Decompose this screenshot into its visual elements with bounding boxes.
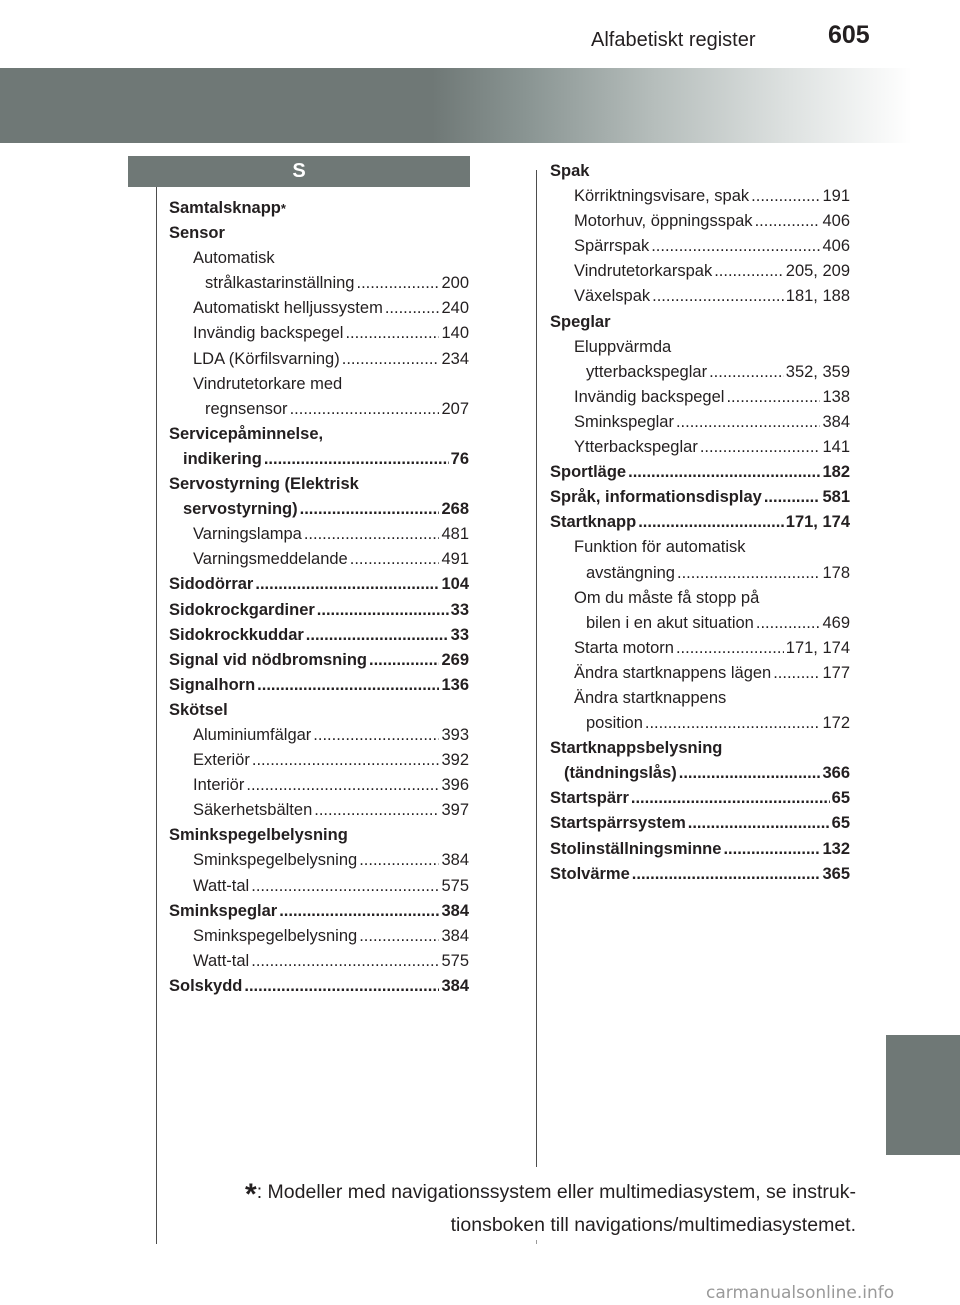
index-entry-page: 384 bbox=[822, 412, 850, 431]
dot-leader bbox=[652, 284, 784, 309]
index-entry-page: 396 bbox=[441, 776, 469, 795]
index-entry bbox=[169, 949, 469, 974]
footnote bbox=[196, 1177, 856, 1240]
index-entry-label: Sidokrockgardiner bbox=[169, 600, 315, 619]
index-entry bbox=[169, 522, 469, 547]
index-entry bbox=[169, 673, 469, 698]
index-entry bbox=[169, 347, 469, 372]
index-entry-label: servostyrning) bbox=[183, 500, 298, 519]
index-entry-page: 384 bbox=[441, 976, 469, 995]
index-entry bbox=[550, 159, 850, 184]
dot-leader bbox=[385, 296, 440, 321]
footnote-line-1 bbox=[196, 1177, 856, 1210]
index-entry bbox=[169, 924, 469, 949]
index-entry-label: Automatisk bbox=[193, 249, 275, 268]
left-column-rule bbox=[156, 187, 157, 1244]
index-entry bbox=[169, 874, 469, 899]
dot-leader bbox=[628, 460, 820, 485]
index-entry-page: 182 bbox=[822, 463, 850, 482]
index-entry-label: Speglar bbox=[550, 312, 611, 331]
index-entry bbox=[169, 823, 469, 848]
index-entry-page: 191 bbox=[822, 187, 850, 206]
index-entry bbox=[169, 271, 469, 296]
index-entry bbox=[550, 736, 850, 761]
index-entry-label: Startspärr bbox=[550, 789, 629, 808]
index-entry-label: Sminkspegelbelysning bbox=[193, 926, 358, 945]
index-entry bbox=[550, 435, 850, 460]
index-entry bbox=[169, 773, 469, 798]
index-entry bbox=[169, 422, 469, 447]
index-entry-label: Funktion för automatisk bbox=[574, 538, 746, 557]
index-entry-page: 104 bbox=[441, 575, 469, 594]
index-entry-label: Körriktningsvisare, spak bbox=[574, 187, 750, 206]
index-entry bbox=[550, 284, 850, 309]
index-entry-label: Säkerhetsbälten bbox=[193, 801, 313, 820]
index-entry bbox=[550, 711, 850, 736]
dot-leader bbox=[313, 723, 439, 748]
header-banner bbox=[0, 68, 960, 143]
index-entry-label: Stolvärme bbox=[550, 864, 630, 883]
index-entry-page: 469 bbox=[822, 613, 850, 632]
index-entry-page: 141 bbox=[822, 438, 850, 457]
dot-leader bbox=[773, 661, 820, 686]
dot-leader bbox=[645, 711, 821, 736]
index-entry bbox=[550, 586, 850, 611]
index-entry-page: 171, 174 bbox=[785, 638, 850, 657]
dot-leader bbox=[714, 259, 784, 284]
index-entry-page: 384 bbox=[441, 851, 469, 870]
index-entry bbox=[550, 686, 850, 711]
index-entry bbox=[169, 246, 469, 271]
dot-leader bbox=[688, 811, 830, 836]
index-entry-label: Sminkspegelbelysning bbox=[193, 851, 358, 870]
index-entry bbox=[550, 561, 850, 586]
index-entry bbox=[169, 848, 469, 873]
dot-leader bbox=[314, 798, 439, 823]
index-entry-page: 240 bbox=[441, 299, 469, 318]
dot-leader bbox=[679, 761, 821, 786]
index-column-left bbox=[169, 196, 469, 999]
index-entry bbox=[550, 410, 850, 435]
index-entry-label: Ändra startknappens bbox=[574, 688, 727, 707]
index-entry-label: Eluppvärmda bbox=[574, 337, 672, 356]
dot-leader bbox=[756, 611, 821, 636]
index-letter-tab: S bbox=[128, 156, 470, 187]
index-entry-label: LDA (Körfilsvarning) bbox=[193, 349, 340, 368]
index-entry-label: Startknapp bbox=[550, 513, 637, 532]
index-entry-label: Startknappsbelysning bbox=[550, 739, 723, 758]
index-entry-page: 172 bbox=[822, 714, 850, 733]
dot-leader bbox=[632, 862, 821, 887]
index-entry bbox=[550, 234, 850, 259]
index-entry bbox=[550, 510, 850, 535]
index-entry-label: Invändig backspegel bbox=[193, 324, 344, 343]
index-entry-label: strålkastarinställning bbox=[205, 274, 355, 293]
index-entry-page: 207 bbox=[441, 399, 469, 418]
index-entry-label: Aluminiumfälgar bbox=[193, 725, 312, 744]
index-entry-page: 575 bbox=[441, 951, 469, 970]
index-entry-label: avstängning bbox=[586, 563, 675, 582]
index-entry-page: 406 bbox=[822, 212, 850, 231]
index-entry bbox=[169, 598, 469, 623]
index-entry-page: 132 bbox=[822, 839, 850, 858]
index-entry bbox=[550, 360, 850, 385]
index-entry-label: regnsensor bbox=[205, 399, 288, 418]
index-entry-page: 76 bbox=[450, 449, 469, 468]
index-entry bbox=[169, 623, 469, 648]
index-entry bbox=[169, 497, 469, 522]
index-entry bbox=[169, 572, 469, 597]
dot-leader bbox=[306, 623, 449, 648]
index-entry-label: Servostyrning (Elektrisk bbox=[169, 475, 359, 494]
dot-leader bbox=[246, 773, 439, 798]
index-entry-label: bilen i en akut situation bbox=[586, 613, 754, 632]
index-entry-page: 481 bbox=[441, 525, 469, 544]
dot-leader bbox=[317, 598, 449, 623]
dot-leader bbox=[359, 924, 439, 949]
index-entry bbox=[169, 899, 469, 924]
index-entry-page: 65 bbox=[831, 789, 850, 808]
index-entry-page: 65 bbox=[831, 814, 850, 833]
index-entry-page: 200 bbox=[441, 274, 469, 293]
index-entry-page: 575 bbox=[441, 876, 469, 895]
index-entry bbox=[550, 310, 850, 335]
dot-leader bbox=[257, 673, 439, 698]
page-number: 605 bbox=[828, 21, 870, 49]
dot-leader bbox=[726, 385, 820, 410]
index-entry bbox=[169, 321, 469, 346]
index-entry-page: 384 bbox=[441, 926, 469, 945]
index-entry bbox=[550, 385, 850, 410]
index-entry-label: (tändningslås) bbox=[564, 764, 677, 783]
index-entry bbox=[169, 547, 469, 572]
index-entry bbox=[550, 786, 850, 811]
dot-leader bbox=[255, 572, 439, 597]
index-entry-label: Automatiskt helljussystem bbox=[193, 299, 383, 318]
index-entry-label: Sminkspeglar bbox=[169, 901, 278, 920]
index-entry-label: Ytterbackspeglar bbox=[574, 438, 698, 457]
index-column-right bbox=[550, 159, 850, 887]
index-entry bbox=[550, 661, 850, 686]
index-entry bbox=[169, 221, 469, 246]
index-entry-page: 205, 209 bbox=[785, 262, 850, 281]
dot-leader bbox=[755, 209, 821, 234]
index-entry bbox=[550, 535, 850, 560]
index-entry-page: 581 bbox=[822, 488, 850, 507]
index-entry-page: 136 bbox=[441, 675, 469, 694]
index-entry bbox=[550, 636, 850, 661]
index-entry-page: 491 bbox=[441, 550, 469, 569]
index-entry-label: Watt-tal bbox=[193, 951, 250, 970]
footnote-star: * bbox=[245, 1178, 257, 1211]
index-entry bbox=[550, 611, 850, 636]
index-entry-page: 268 bbox=[441, 500, 469, 519]
index-entry-label: Invändig backspegel bbox=[574, 387, 725, 406]
index-entry bbox=[550, 811, 850, 836]
dot-leader bbox=[676, 636, 784, 661]
index-entry-label: Motorhuv, öppningsspak bbox=[574, 212, 753, 231]
index-entry-page: 177 bbox=[822, 663, 850, 682]
index-entry-page: 178 bbox=[822, 563, 850, 582]
dot-leader bbox=[651, 234, 820, 259]
thumb-index-tab bbox=[886, 1035, 960, 1155]
index-entry-page: 181, 188 bbox=[785, 287, 850, 306]
index-entry-label: Sensor bbox=[169, 224, 225, 243]
index-entry-page: 138 bbox=[822, 387, 850, 406]
page-header bbox=[0, 0, 960, 62]
index-entry-label: Exteriör bbox=[193, 751, 250, 770]
index-entry-label: Samtalsknapp bbox=[169, 199, 281, 217]
index-entry-page: 171, 174 bbox=[785, 513, 850, 532]
index-entry-label: Sminkspegelbelysning bbox=[169, 826, 348, 845]
dot-leader bbox=[723, 837, 820, 862]
index-entry-label: Om du måste få stopp på bbox=[574, 588, 760, 607]
index-entry-page: 384 bbox=[441, 901, 469, 920]
index-entry-page: 269 bbox=[441, 650, 469, 669]
index-entry bbox=[169, 447, 469, 472]
dot-leader bbox=[252, 748, 440, 773]
dot-leader bbox=[369, 648, 439, 673]
watermark: carmanualsonline.info bbox=[706, 1283, 895, 1303]
index-entry-label: indikering bbox=[183, 449, 262, 468]
index-entry-label: Sidokrockkuddar bbox=[169, 625, 304, 644]
dot-leader bbox=[244, 974, 439, 999]
index-entry-page: 234 bbox=[441, 349, 469, 368]
index-entry bbox=[550, 209, 850, 234]
dot-leader bbox=[350, 547, 440, 572]
index-entry-label: position bbox=[586, 714, 643, 733]
dot-leader bbox=[764, 485, 821, 510]
index-entry-page: 33 bbox=[450, 600, 469, 619]
section-title: Alfabetiskt register bbox=[591, 29, 756, 51]
dot-leader bbox=[290, 397, 440, 422]
index-entry-label: Spak bbox=[550, 162, 590, 180]
index-entry-label: Starta motorn bbox=[574, 638, 674, 657]
index-entry-page: 352, 359 bbox=[785, 362, 850, 381]
index-entry-page: 366 bbox=[822, 764, 850, 783]
index-entry-page: 393 bbox=[441, 725, 469, 744]
index-entry bbox=[550, 837, 850, 862]
dot-leader bbox=[700, 435, 821, 460]
index-entry bbox=[169, 974, 469, 999]
index-entry-page: 33 bbox=[450, 625, 469, 644]
index-entry-label: Interiör bbox=[193, 776, 245, 795]
index-entry: Samtalsknapp * bbox=[169, 196, 469, 221]
index-entry bbox=[550, 485, 850, 510]
index-entry bbox=[550, 460, 850, 485]
index-entry-page: 397 bbox=[441, 801, 469, 820]
index-entry-label: Watt-tal bbox=[193, 876, 250, 895]
index-entry bbox=[169, 723, 469, 748]
index-entry bbox=[169, 472, 469, 497]
index-entry bbox=[169, 648, 469, 673]
dot-leader bbox=[342, 347, 440, 372]
index-entry bbox=[169, 372, 469, 397]
index-entry-label: ytterbackspeglar bbox=[586, 362, 708, 381]
index-entry-label: Språk, informationsdisplay bbox=[550, 488, 762, 507]
dot-leader bbox=[638, 510, 784, 535]
dot-leader bbox=[677, 561, 820, 586]
index-entry-label: Vindrutetorkarspak bbox=[574, 262, 713, 281]
dot-leader bbox=[359, 848, 439, 873]
index-entry bbox=[550, 862, 850, 887]
index-entry-label: Sportläge bbox=[550, 463, 627, 482]
footnote-text-1: : Modeller med navigationssystem eller multimediasystem, se instruk- bbox=[256, 1181, 856, 1203]
dot-leader bbox=[279, 899, 439, 924]
index-entry bbox=[550, 761, 850, 786]
index-entry-page: 406 bbox=[822, 237, 850, 256]
index-entry bbox=[169, 798, 469, 823]
index-entry-label: Skötsel bbox=[169, 700, 228, 719]
dot-leader bbox=[304, 522, 440, 547]
index-entry-page: 392 bbox=[441, 751, 469, 770]
index-entry-label: Solskydd bbox=[169, 976, 243, 995]
index-entry-label: Vindrutetorkare med bbox=[193, 374, 343, 393]
dot-leader bbox=[251, 874, 439, 899]
dot-leader bbox=[751, 184, 820, 209]
dot-leader bbox=[264, 447, 449, 472]
index-entry bbox=[550, 184, 850, 209]
index-entry bbox=[169, 748, 469, 773]
index-entry-label: Varningslampa bbox=[193, 525, 302, 544]
dot-leader bbox=[300, 497, 440, 522]
index-entry-label: Servicepåminnelse, bbox=[169, 424, 324, 443]
index-entry-label: Sidodörrar bbox=[169, 575, 254, 594]
divider-mark bbox=[536, 1240, 537, 1244]
dot-leader bbox=[631, 786, 830, 811]
dot-leader bbox=[345, 321, 439, 346]
dot-leader bbox=[251, 949, 439, 974]
column-divider bbox=[536, 170, 537, 1167]
dot-leader bbox=[356, 271, 439, 296]
index-entry-label: Signalhorn bbox=[169, 675, 256, 694]
index-entry bbox=[169, 698, 469, 723]
index-entry-page: 140 bbox=[441, 324, 469, 343]
index-entry-label: Ändra startknappens lägen bbox=[574, 663, 772, 682]
index-entry-label: Startspärrsystem bbox=[550, 814, 686, 833]
index-entry-label: Stolinställningsminne bbox=[550, 839, 722, 858]
index-entry bbox=[550, 259, 850, 284]
index-entry bbox=[550, 335, 850, 360]
index-entry bbox=[169, 397, 469, 422]
footnote-line-2: tionsboken till navigations/multimediasystemet. bbox=[450, 1214, 856, 1236]
index-entry-label: Växelspak bbox=[574, 287, 651, 306]
index-entry bbox=[169, 296, 469, 321]
index-entry-label: Signal vid nödbromsning bbox=[169, 650, 367, 669]
dot-leader bbox=[709, 360, 784, 385]
index-entry-label: Sminkspeglar bbox=[574, 412, 674, 431]
dot-leader bbox=[676, 410, 821, 435]
index-entry-label: Varningsmeddelande bbox=[193, 550, 348, 569]
index-entry-page: 365 bbox=[822, 864, 850, 883]
index-entry-label: Spärrspak bbox=[574, 237, 650, 256]
